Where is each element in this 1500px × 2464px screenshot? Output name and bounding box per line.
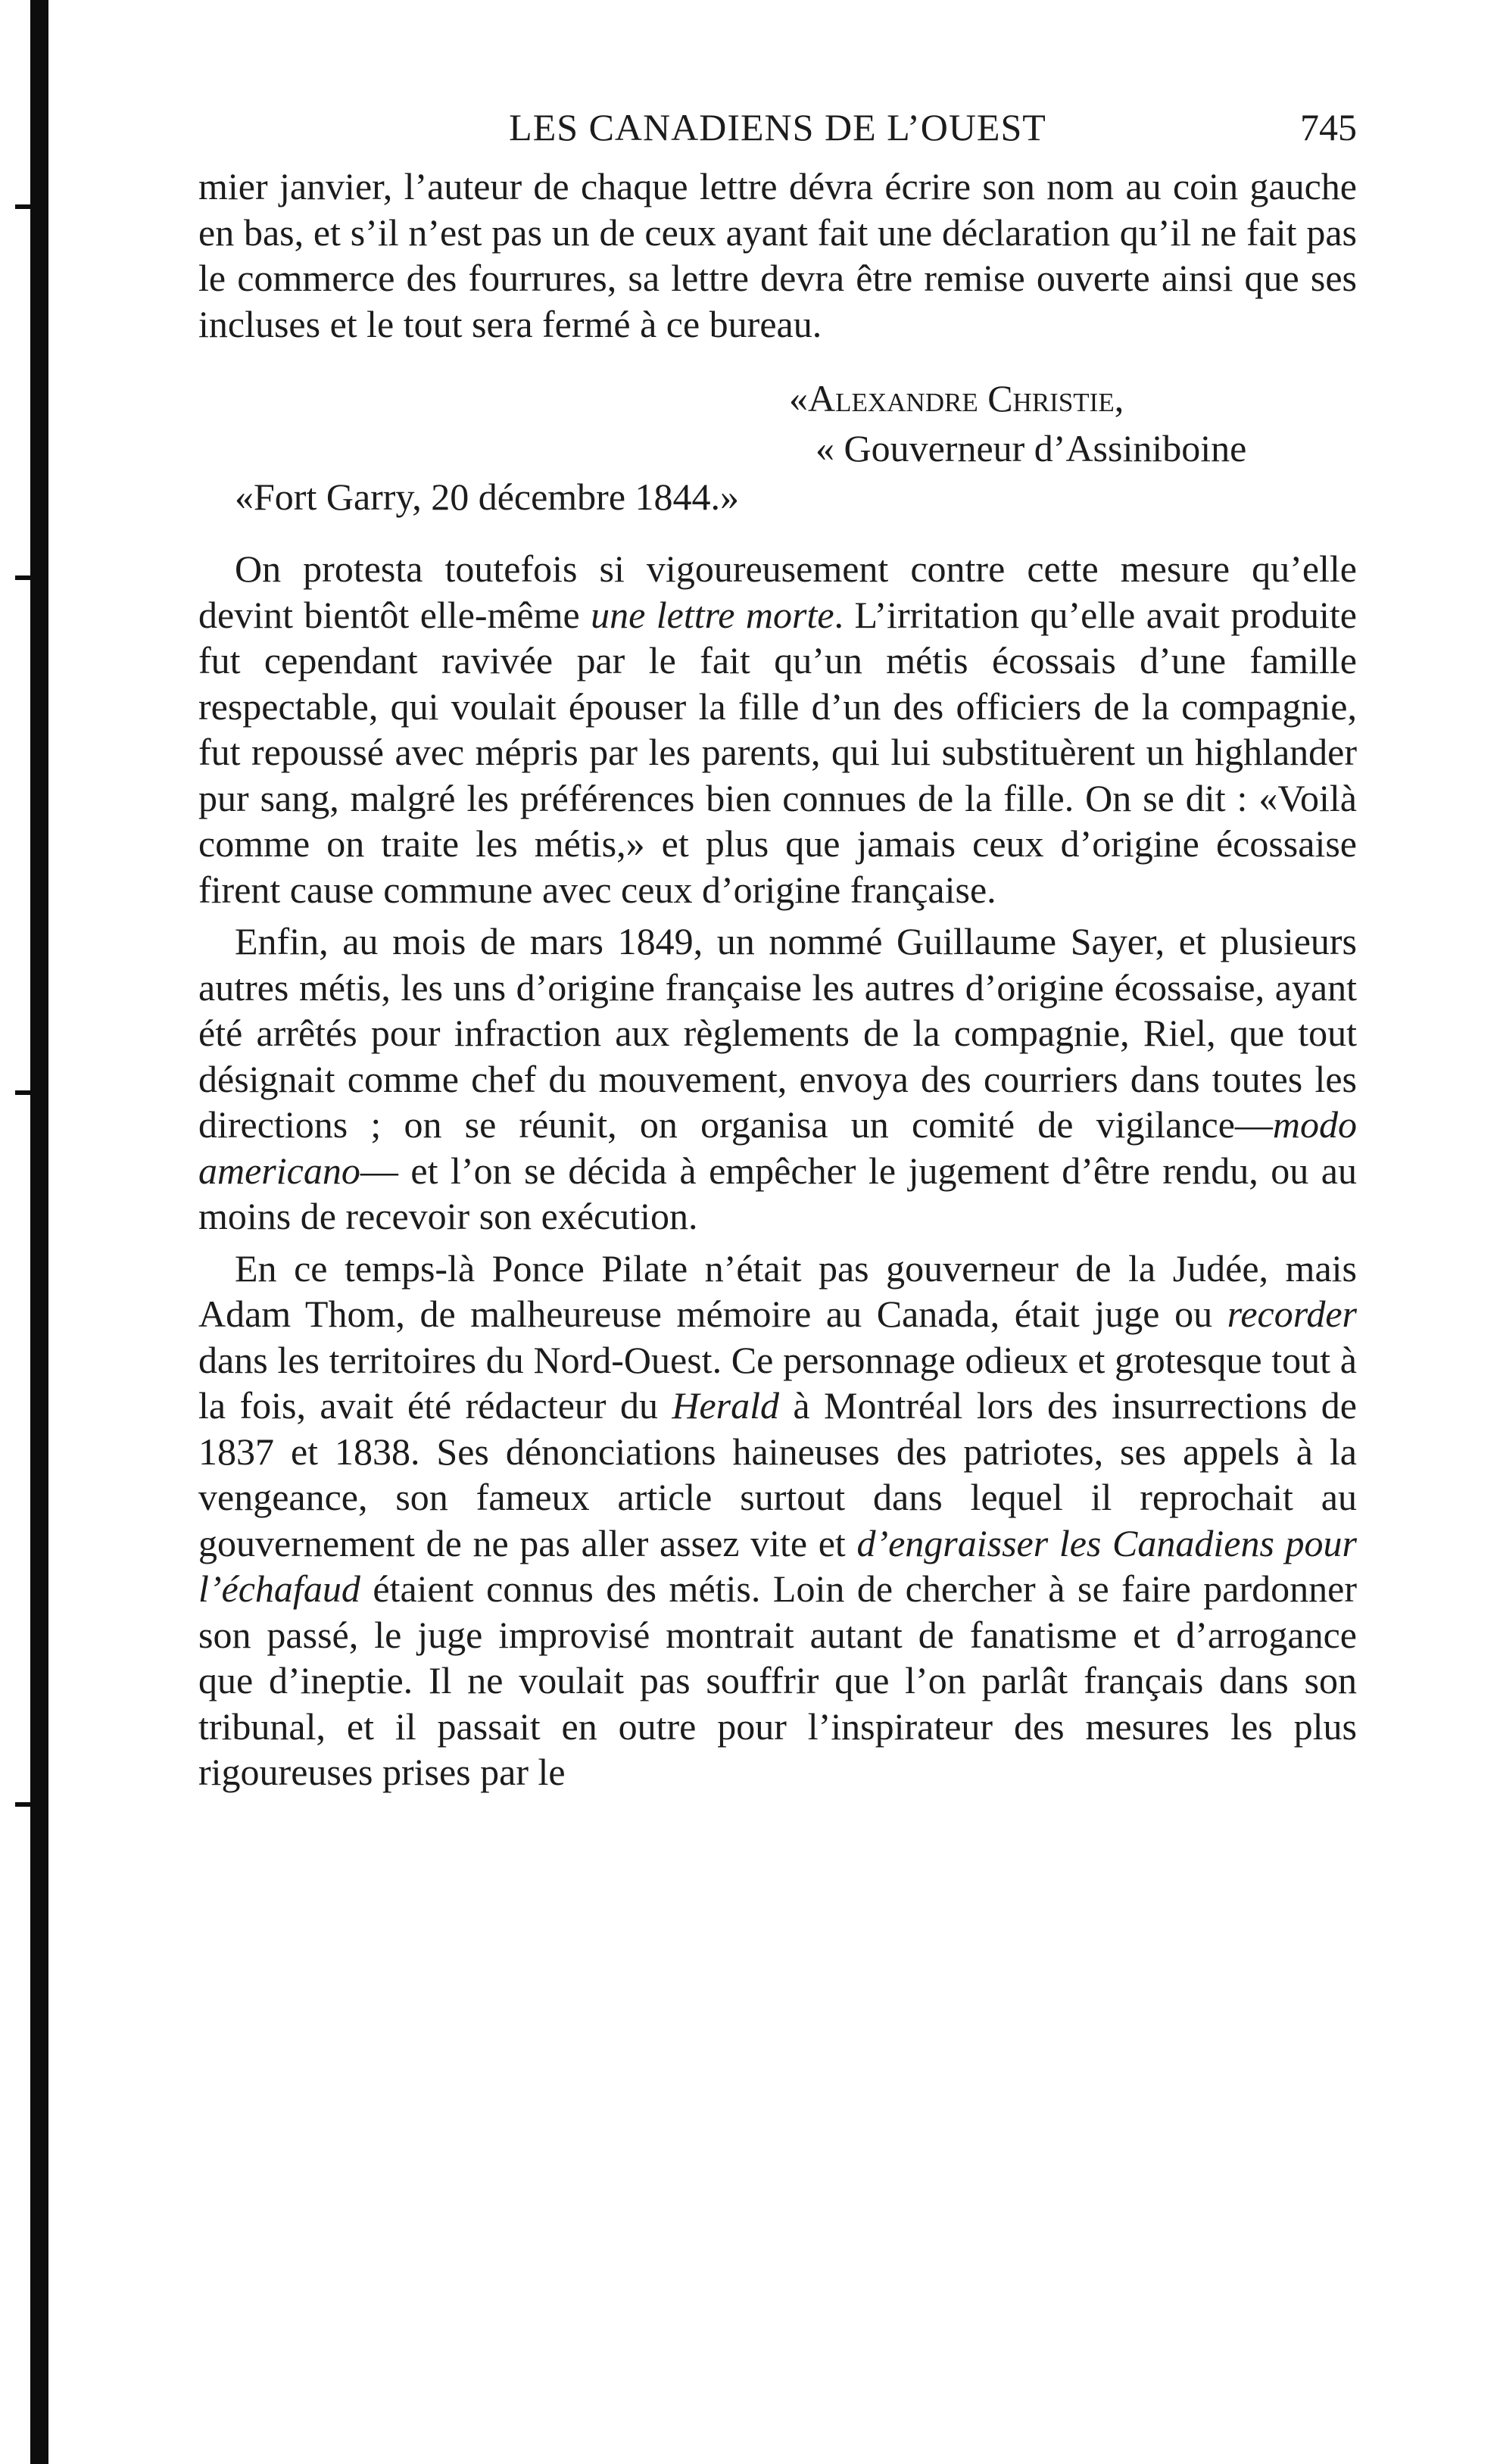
running-title: LES CANADIENS DE L’OUEST — [509, 106, 1046, 148]
paragraph-3-text: Enfin, au mois de mars 1849, un nommé Guillaume Sayer, et plusieurs autres métis, les uns d’origine française les autres d’origine écossaise, ayant été arrêtés pour infraction aux règlements de la compagnie, Riel, que tout désignait comme chef du mouvement, envoya des courriers dans toutes les directions ; on se réunit, on organisa un comité de vigilance— — [198, 920, 1357, 1146]
binding-mark — [15, 1802, 35, 1807]
italic-phrase: modo americano — [198, 1103, 1357, 1192]
paragraph-4-text: En ce temps-là Ponce Pilate n’était pas gouverneur de la Judée, mais Adam Thom, de malheureuse mémoire au Canada, était juge ou — [198, 1246, 1357, 1335]
binding-mark — [15, 204, 35, 209]
paragraph-3-text: — et l’on se décida à empêcher le jugement d’être rendu, ou au moins de recevoir son exécution. — [198, 1149, 1357, 1237]
paragraph-2-text: On protesta toutefois si vigoureusement contre cette mesure qu’elle devint bientôt elle-même — [198, 547, 1357, 636]
signature-block — [198, 353, 1357, 546]
paragraph-1: mier janvier, l’auteur de chaque lettre dévra écrire son nom au coin gauche en bas, et s’il n’est pas un de ceux ayant fait une déclaration qu’il ne fait pas le commerce des fourrures, sa lettre devra être remise ouverte ainsi que ses incluses et le tout sera fermé à ce bureau. — [198, 165, 1357, 345]
paragraph-2 — [198, 546, 1357, 912]
page-number: 745 — [1300, 106, 1357, 148]
binding-mark — [15, 1090, 35, 1095]
book-page — [198, 91, 1357, 1801]
paragraph-4-text: à Montréal lors des insurrections de 1837 et 1838. Ses dénonciations haineuses des patriotes, ses appels à la vengeance, son fameux article surtout dans lequel il reprochait au gouvernement de ne pas aller assez vite et — [198, 1384, 1357, 1564]
binding-mark — [15, 575, 35, 580]
place-date: «Fort Garry, 20 décembre 1844.» — [235, 476, 740, 518]
body-text — [198, 164, 1357, 1795]
running-header — [198, 91, 1357, 164]
page-binding-edge — [30, 0, 48, 2464]
signatory-name: «Alexandre Christie, — [789, 377, 1124, 420]
italic-phrase: d’engraisser les Canadiens pour l’échafaud — [198, 1521, 1357, 1610]
paragraph-4-text: étaient connus des métis. Loin de chercher à se faire pardonner son passé, le juge improvisé montrait autant de fanatisme et d’arrogance que d’ineptie. Il ne voulait pas souffrir que l’on parlât français dans son tribunal, et il passait en outre pour l’inspirateur des mesures les plus rigoureuses prises par le — [198, 1567, 1357, 1793]
paragraph-4 — [198, 1246, 1357, 1795]
paragraph-3 — [198, 919, 1357, 1240]
paragraph-2-text: . L’irritation qu’elle avait produite fut cependant ravivée par le fait qu’un métis écossais d’une famille respectable, qui voulait épouser la fille d’un des officiers de la compagnie, fut repoussé avec mépris par les parents, qui lui substituèrent un highlander pur sang, malgré les préférences bien connues de la fille. On se dit : «Voilà comme on traite les métis,» et plus que jamais ceux d’origine écossaise firent cause commune avec ceux d’origine française. — [198, 593, 1357, 911]
italic-phrase: Herald — [672, 1384, 780, 1427]
paragraph-4-text: dans les territoires du Nord-Ouest. Ce personnage odieux et grotesque tout à la fois, avait été rédacteur du — [198, 1338, 1357, 1427]
italic-phrase: une lettre morte — [591, 593, 834, 636]
signatory-title: « Gouverneur d’Assiniboine — [815, 427, 1247, 469]
italic-phrase: recorder — [1227, 1293, 1357, 1335]
